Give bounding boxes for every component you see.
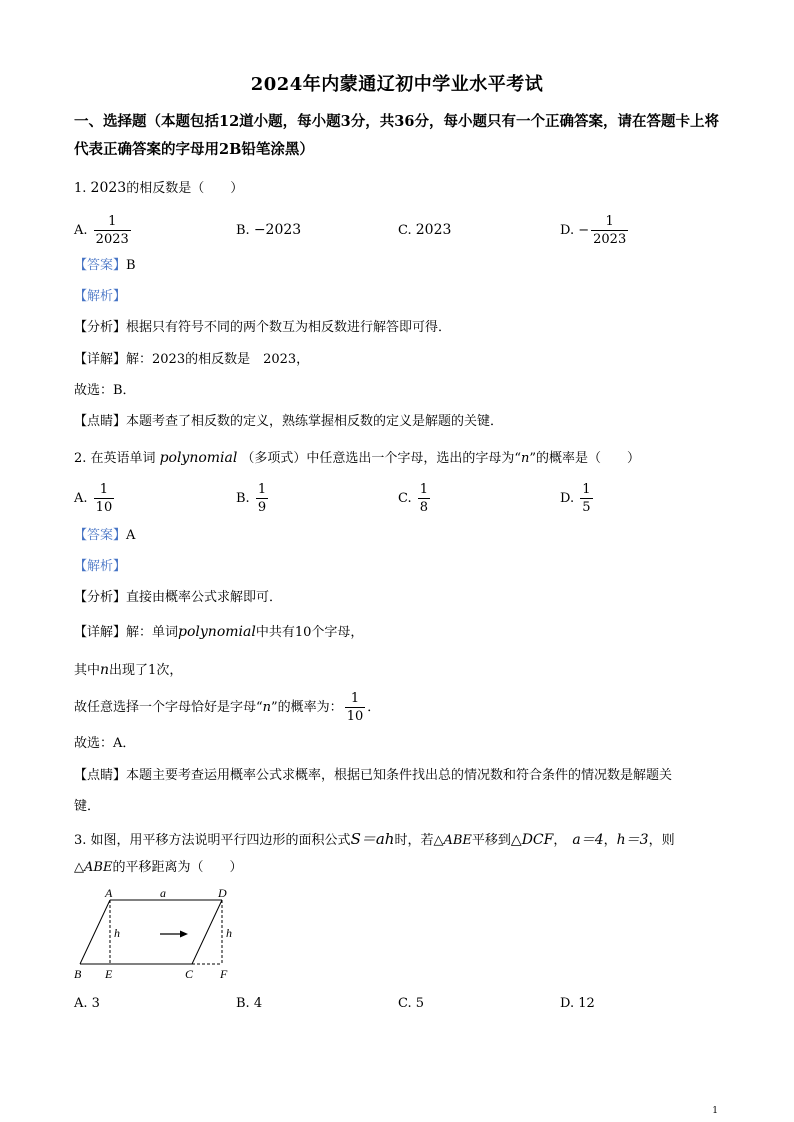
edge-ab <box>80 900 110 964</box>
q1-stem <box>74 178 243 199</box>
label-A: A <box>105 886 113 900</box>
q1-number-value: 2023 <box>90 180 127 196</box>
label-E: E <box>105 967 113 981</box>
q1-option-d[interactable]: D. − $\frac{1}{2023}$ <box>560 214 627 247</box>
fraction: $\frac{1}{2023}$ <box>593 214 627 247</box>
q2-answer: 【答案】A <box>74 528 136 543</box>
fraction: $\frac{1}{10}$ <box>95 482 113 515</box>
q2-xiangjie-2: 其中n出现了1次， <box>74 662 183 678</box>
label-h1: h <box>114 926 120 940</box>
q1-option-c[interactable]: C. 2023 <box>398 222 452 238</box>
q2-option-a[interactable]: A. $\frac{1}{10}$ <box>74 482 113 515</box>
q3-stem-2: △ABE的平移距离为（ ） <box>74 860 243 875</box>
q2-xiangjie-3: 故任意选择一个字母恰好是字母“n”的概率为： $\frac{1}{10}$ ． <box>74 691 381 724</box>
label-h2: h <box>226 926 232 940</box>
fraction: $\frac{1}{9}$ <box>257 482 267 515</box>
q3-option-d[interactable]: D. 12 <box>560 996 595 1011</box>
q2-dianjing-1: 【点睛】本题主要考查运用概率公式求概率，根据已知条件找出总的情况数和符合条件的情况数是解题关 <box>74 768 673 783</box>
section-heading: 一、选择题（本题包括12道小题，每小题3分，共36分，每小题只有一个正确答案，请在答题卡上将代表正确答案的字母用2B铅笔涂黑） <box>74 113 719 158</box>
label-B: B <box>74 967 82 981</box>
q2-option-b[interactable]: B. $\frac{1}{9}$ <box>236 482 267 515</box>
q1-guxuan: 故选：B． <box>74 383 136 398</box>
fraction: $\frac{1}{5}$ <box>582 482 591 515</box>
q2-option-d[interactable]: D. $\frac{1}{5}$ <box>560 482 591 515</box>
q3-option-a[interactable]: A. 3 <box>74 996 100 1011</box>
q2-xiangjie-1: 【详解】解：单词polynomial中共有10个字母， <box>74 624 364 640</box>
q1-number: 1. <box>74 181 87 196</box>
q2-analysis-tag: 【解析】 <box>74 559 127 574</box>
label-F: F <box>220 967 228 981</box>
q1-stem-text: 的相反数是（ ） <box>126 181 244 196</box>
fraction: $\frac{1}{2023}$ <box>95 214 129 247</box>
label-a: a <box>160 886 166 900</box>
q2-fenxi: 【分析】直接由概率公式求解即可． <box>74 590 283 605</box>
parallelogram-figure <box>70 884 240 984</box>
label-C: C <box>185 967 194 981</box>
q3-option-c[interactable]: C. 5 <box>398 996 425 1011</box>
label-D: D <box>218 886 227 900</box>
q1-dianjing: 【点睛】本题考查了相反数的定义，熟练掌握相反数的定义是解题的关键． <box>74 414 504 429</box>
q1-fenxi: 【分析】根据只有符号不同的两个数互为相反数进行解答即可得． <box>74 320 452 335</box>
fraction: $\frac{1}{8}$ <box>419 482 429 515</box>
q1-answer: 【答案】B <box>74 258 136 273</box>
fraction: $\frac{1}{10}$ <box>346 691 364 724</box>
q1-analysis-tag: 【解析】 <box>74 289 127 304</box>
q2-dianjing-2: 键． <box>74 799 101 814</box>
edge-dc <box>192 900 222 964</box>
q1-xiangjie: 【详解】解：2023的相反数是 2023， <box>74 352 310 367</box>
q3-option-b[interactable]: B. 4 <box>236 996 263 1011</box>
q2-word: polynomial <box>159 450 238 466</box>
q1-option-b[interactable]: B. −2023 <box>236 222 302 238</box>
arrow-head <box>180 931 188 938</box>
q2-stem: 2. 在英语单词 polynomial （多项式）中任意选出一个字母，选出的字母为“n”的概率是（ ） <box>74 450 641 466</box>
q2-guxuan: 故选：A． <box>74 736 136 751</box>
page-title: 2024年内蒙通辽初中学业水平考试 <box>250 74 544 95</box>
q1-option-a[interactable]: A. $\frac{1}{2023}$ <box>74 214 129 247</box>
page-number: 1 <box>712 1106 718 1116</box>
q3-stem-1: 3. 如图，用平移方法说明平行四边形的面积公式S＝ah时，若△ABE平移到△DCF， a＝4，h＝3，则 <box>74 830 675 848</box>
q2-option-c[interactable]: C. $\frac{1}{8}$ <box>398 482 429 515</box>
